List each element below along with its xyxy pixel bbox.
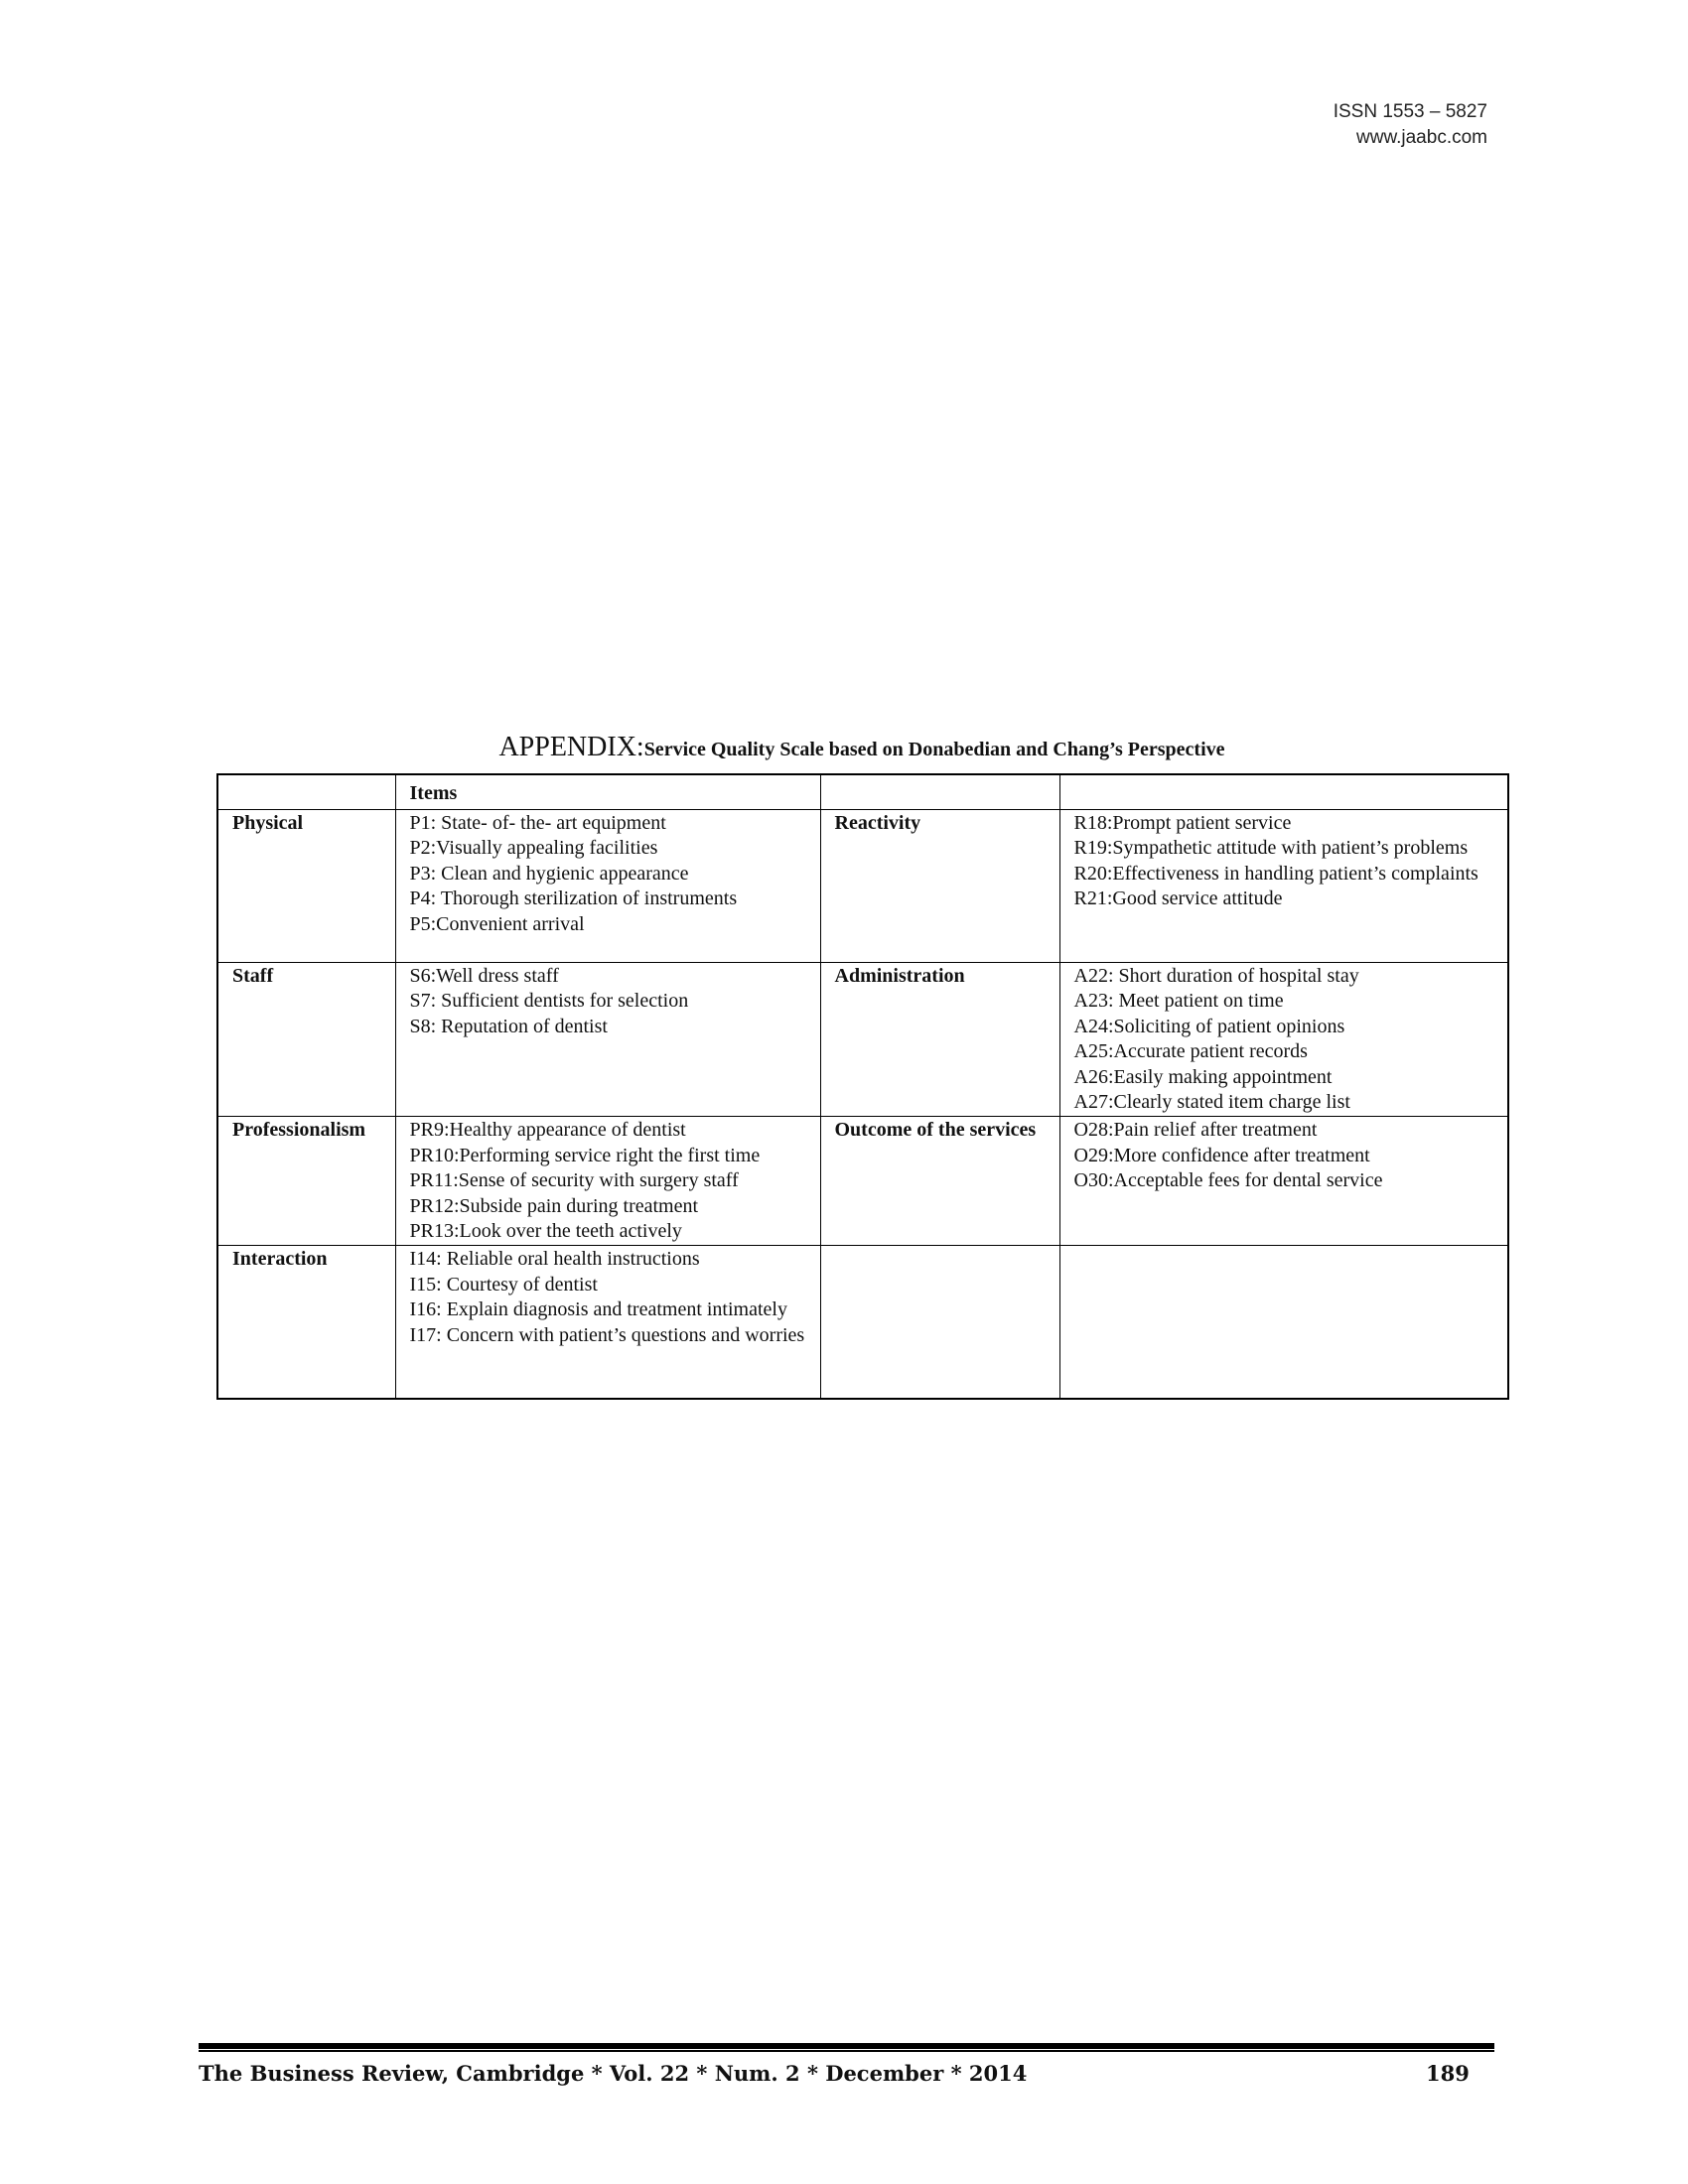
dimension-label bbox=[820, 1246, 1059, 1399]
page-number: 189 bbox=[1426, 2061, 1470, 2086]
dimension-label: Staff bbox=[217, 962, 395, 1117]
dimension-label: Outcome of the services bbox=[820, 1117, 1059, 1246]
appendix-title bbox=[216, 732, 1507, 763]
item-text: P4: Thorough sterilization of instruments bbox=[409, 887, 738, 910]
footer-journal-citation: The Business Review, Cambridge * Vol. 22 * Num. 2 * December * 2014 bbox=[199, 2061, 1028, 2086]
item-text: P5:Convenient arrival bbox=[409, 912, 585, 935]
item-text: A25:Accurate patient records bbox=[1073, 1040, 1308, 1063]
items-cell bbox=[395, 1246, 820, 1399]
item-text: O30:Acceptable fees for dental service bbox=[1073, 1169, 1383, 1192]
items-cell bbox=[1059, 1246, 1508, 1399]
item-text: PR10:Performing service right the first time bbox=[409, 1144, 761, 1166]
items-cell bbox=[395, 962, 820, 1117]
item-text: S7: Sufficient dentists for selection bbox=[409, 990, 689, 1013]
item-text: A22: Short duration of hospital stay bbox=[1073, 964, 1359, 987]
items-cell bbox=[395, 1117, 820, 1246]
item-text: I14: Reliable oral health instructions bbox=[409, 1248, 700, 1271]
dimension-label: Administration bbox=[820, 962, 1059, 1117]
dimension-label: Interaction bbox=[217, 1246, 395, 1399]
dimension-label: Physical bbox=[217, 809, 395, 962]
header-cell-empty bbox=[1059, 774, 1508, 809]
table-row bbox=[217, 1117, 1508, 1246]
items-cell bbox=[395, 809, 820, 962]
item-text: A23: Meet patient on time bbox=[1073, 990, 1284, 1013]
dimension-label: Professionalism bbox=[217, 1117, 395, 1246]
item-text: PR11:Sense of security with surgery staff bbox=[409, 1169, 739, 1192]
table-header-row bbox=[217, 774, 1508, 809]
table-row bbox=[217, 1246, 1508, 1399]
issn-text: ISSN 1553 – 5827 bbox=[1333, 101, 1487, 122]
header-cell-empty bbox=[217, 774, 395, 809]
item-text: PR13:Look over the teeth actively bbox=[409, 1220, 682, 1243]
item-text: R21:Good service attitude bbox=[1073, 887, 1283, 910]
item-text: A24:Soliciting of patient opinions bbox=[1073, 1015, 1345, 1037]
item-text: R20:Effectiveness in handling patient’s complaints bbox=[1073, 862, 1478, 885]
appendix-caption: Service Quality Scale based on Donabedian and Chang’s Perspective bbox=[643, 739, 1225, 760]
appendix-label: APPENDIX: bbox=[498, 732, 644, 762]
item-text: P2:Visually appealing facilities bbox=[409, 837, 658, 860]
item-text: PR12:Subside pain during treatment bbox=[409, 1194, 699, 1217]
item-text: P1: State- of- the- art equipment bbox=[409, 811, 666, 834]
items-cell bbox=[1059, 962, 1508, 1117]
item-text: A27:Clearly stated item charge list bbox=[1073, 1091, 1350, 1114]
dimension-label: Reactivity bbox=[820, 809, 1059, 962]
service-quality-table bbox=[216, 773, 1509, 1400]
item-text: PR9:Healthy appearance of dentist bbox=[409, 1119, 686, 1142]
table-row bbox=[217, 962, 1508, 1117]
footer-rule bbox=[199, 2043, 1494, 2052]
header-cell-empty bbox=[820, 774, 1059, 809]
item-text: I16: Explain diagnosis and treatment intimately bbox=[409, 1298, 787, 1321]
items-cell bbox=[1059, 809, 1508, 962]
header-meta bbox=[1334, 99, 1487, 151]
item-text: I15: Courtesy of dentist bbox=[409, 1273, 598, 1296]
item-text: O28:Pain relief after treatment bbox=[1073, 1119, 1318, 1142]
header-cell-items: Items bbox=[395, 774, 820, 809]
website-text: www.jaabc.com bbox=[1356, 127, 1487, 148]
item-text: P3: Clean and hygienic appearance bbox=[409, 862, 689, 885]
table-row bbox=[217, 809, 1508, 962]
item-text: R19:Sympathetic attitude with patient’s problems bbox=[1073, 837, 1469, 860]
item-text: S8: Reputation of dentist bbox=[409, 1015, 608, 1037]
item-text: O29:More confidence after treatment bbox=[1073, 1144, 1370, 1166]
item-text: A26:Easily making appointment bbox=[1073, 1065, 1333, 1088]
item-text: S6:Well dress staff bbox=[409, 964, 559, 987]
items-cell bbox=[1059, 1117, 1508, 1246]
item-text: R18:Prompt patient service bbox=[1073, 811, 1292, 834]
item-text: I17: Concern with patient’s questions and worries bbox=[409, 1323, 805, 1346]
